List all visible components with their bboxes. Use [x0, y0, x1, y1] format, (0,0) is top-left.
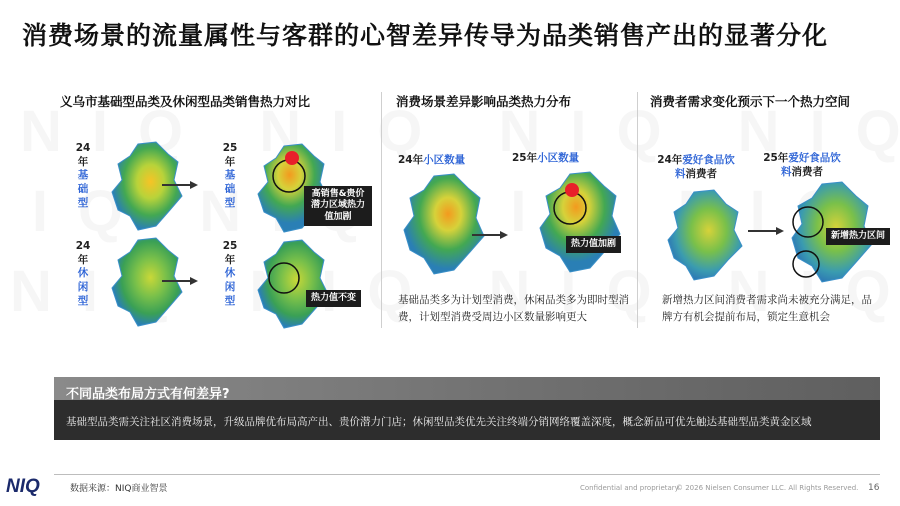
- year-label: 24年: [75, 240, 91, 266]
- arrow-right-icon: [160, 276, 200, 286]
- panel1-title: 义乌市基础型品类及休闲型品类销售热力对比: [60, 94, 311, 109]
- panel2-tag: 热力值加剧: [566, 236, 621, 253]
- panel2-left-label: [398, 154, 465, 168]
- panel1-row1-tag: 高销售&贵价潜力区域热力值加剧: [304, 186, 372, 226]
- arrow-right-icon: [746, 226, 786, 236]
- footer-divider: [54, 474, 880, 475]
- heatmap-map: [398, 172, 490, 276]
- panel2-description: 基础品类多为计划型消费，休闲品类多为即时型消费，计划型消费受周边小区数量影响更大: [398, 294, 629, 323]
- type-label: 休闲型: [77, 267, 89, 307]
- page-title: 消费场景的流量属性与客群的心智差异传导为品类销售产出的显著分化: [22, 21, 829, 50]
- page-number: 16: [868, 483, 880, 493]
- panel1-row2-tag: 热力值不变: [306, 290, 361, 307]
- banner-answer: 基础型品类需关注社区消费场景，升级品牌优布局高产出、贵价潜力门店；休闲型品类优先关注终端分销网络覆盖深度，概念新品可优先触达基础型品类黄金区域: [66, 416, 812, 428]
- type-label: 基础型: [77, 169, 89, 209]
- year-label: 25年: [763, 152, 789, 164]
- year-label: 25年: [512, 152, 538, 164]
- heatmap-map: [252, 236, 332, 330]
- niq-logo: NIQ: [6, 476, 40, 497]
- heatmap-map: [664, 188, 746, 282]
- confidential-note: Confidential and proprietary: [580, 484, 679, 492]
- type-label: 休闲型: [224, 267, 236, 307]
- panel3-description: 新增热力区间消费者需求尚未被充分满足，品牌方有机会提前布局，锁定生意机会: [662, 294, 872, 323]
- data-source: 数据来源：NIQ商业智景: [70, 484, 168, 494]
- year-label: 24年: [657, 154, 683, 166]
- panel-divider: [637, 92, 638, 328]
- type-label: 基础型: [224, 169, 236, 209]
- year-label: 24年: [75, 142, 91, 168]
- suffix-label: 消费者: [791, 165, 823, 178]
- panel1-row2-left-label: [74, 240, 92, 308]
- heatmap-map: [534, 168, 626, 276]
- segment-label: 爱好食品饮料: [675, 154, 735, 180]
- year-label: 25年: [222, 240, 238, 266]
- panel2-title: 消费场景差异影响品类热力分布: [396, 94, 572, 109]
- panel2-right-label: [512, 152, 579, 166]
- metric-label: 小区数量: [423, 154, 466, 166]
- year-label: 24年: [398, 154, 424, 166]
- year-label: 25年: [222, 142, 238, 168]
- panel3-title: 消费者需求变化预示下一个热力空间: [650, 94, 851, 109]
- panel3-right-label: [760, 152, 844, 179]
- metric-label: 小区数量: [537, 152, 580, 164]
- panel3-left-label: [654, 154, 738, 181]
- panel-divider: [381, 92, 382, 328]
- arrow-right-icon: [470, 230, 510, 240]
- arrow-right-icon: [160, 180, 200, 190]
- panel1-row1-left-label: [74, 142, 92, 210]
- panel3-tag: 新增热力区间: [826, 228, 890, 245]
- panel1-row2-right-label: [221, 240, 239, 308]
- marker-icon: [565, 183, 579, 197]
- banner-question: 不同品类布局方式有何差异?: [66, 387, 230, 402]
- copyright-note: © 2026 Nielsen Consumer LLC. All Rights Reserved.: [676, 484, 859, 492]
- panel1-row1-right-label: [221, 142, 239, 210]
- suffix-label: 消费者: [685, 167, 717, 180]
- segment-label: 爱好食品饮料: [781, 152, 841, 178]
- marker-icon: [285, 151, 299, 165]
